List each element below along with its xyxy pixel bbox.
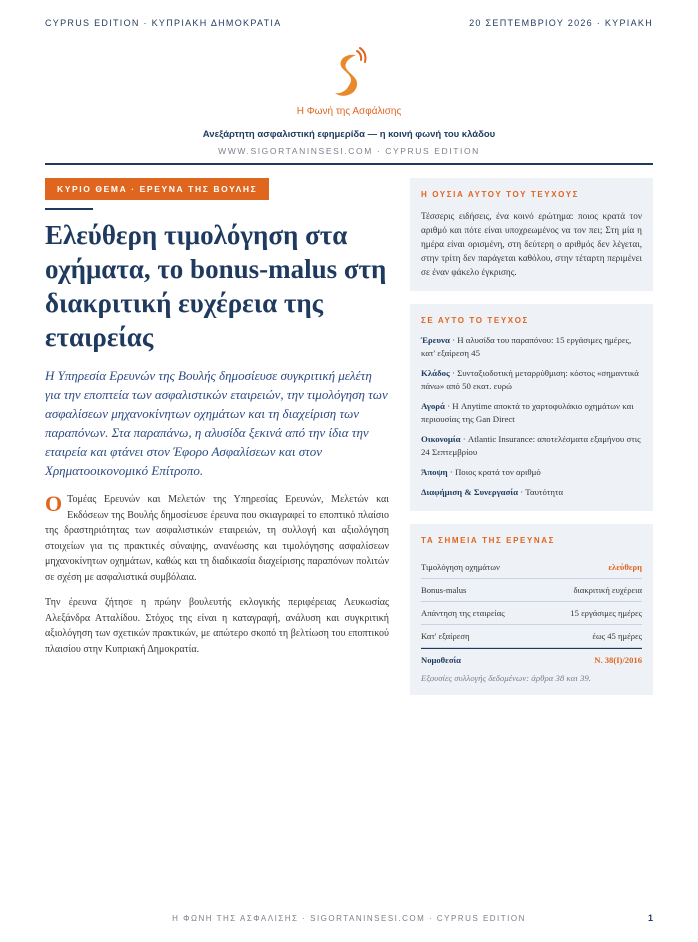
page-footer: Η ΦΩΝΗ ΤΗΣ ΑΣΦΑΛΙΣΗΣ · SIGORTANINSESI.COM · CYPRUS EDITION <box>172 914 526 923</box>
fact-value: 15 εργάσιμες ημέρες <box>570 608 642 618</box>
section-kicker: ΚΥΡΙΟ ΘΕΜΑ · ΕΡΕΥΝΑ ΤΗΣ ΒΟΥΛΗΣ <box>45 178 269 200</box>
contents-item[interactable] <box>421 433 642 459</box>
fact-value: έως 45 ημέρες <box>592 631 642 641</box>
contents-item[interactable] <box>421 367 642 393</box>
fact-row <box>421 579 642 602</box>
issue-date: 20 ΣΕΠΤΕΜΒΡΙΟΥ 2026 · ΚΥΡΙΑΚΗ <box>469 18 653 28</box>
essence-text: Τέσσερις ειδήσεις, ένα κοινό ερώτημα: ποιος κρατά τον αριθμό και πότε είναι υποχρεωμένος να τον πει; Στη μία η ημέρα είναι ορισμένη, στη δεύτερη ο αριθμός δεν λέγεται, στην τρίτη δεν παράγεται καθόλου, στην τέταρτη περιμένει σε έναν φάκελο έγκρισης. <box>421 211 642 277</box>
facts-note: Εξουσίες συλλογής δεδομένων: άρθρα 38 και 39. <box>421 673 591 683</box>
contents-text: · Ποιος κρατά τον αριθμό <box>447 467 541 477</box>
contents-text: · Η Anytime αποκτά το χαρτοφυλάκιο οχημάτων και περιουσίας της Gan Direct <box>421 401 634 424</box>
contents-item[interactable] <box>421 400 642 426</box>
edition-label: CYPRUS EDITION · ΚΥΠΡΙΑΚΗ ΔΗΜΟΚΡΑΤΙΑ <box>45 18 282 28</box>
website-link[interactable]: WWW.SIGORTANINSESI.COM · CYPRUS EDITION <box>218 146 480 156</box>
tagline: Ανεξάρτητη ασφαλιστική εφημερίδα — η κοινή φωνή του κλάδου <box>202 129 496 140</box>
contents-item[interactable] <box>421 486 642 499</box>
sidebar <box>410 178 653 708</box>
fact-label: Τιμολόγηση οχημάτων <box>421 562 500 572</box>
contents-text: · Συνταξιοδοτική μεταρρύθμιση: κόστος «σημαντικά πάνω» από 50 εκατ. ευρώ <box>421 368 639 391</box>
fact-row <box>421 602 642 625</box>
law-label: Νομοθεσία <box>421 655 461 665</box>
page-number: 1 <box>647 913 653 923</box>
article-paragraph <box>45 492 389 585</box>
fact-label: Bonus-malus <box>421 585 467 595</box>
contents-item[interactable] <box>421 466 642 479</box>
contents-section: Κλάδος <box>421 368 450 378</box>
fact-value: διακριτική ευχέρεια <box>573 585 642 595</box>
article-headline: Ελεύθερη τιμολόγηση στα οχήματα, το bonus-malus στη διακριτική ευχέρεια της εταιρείας <box>45 220 387 352</box>
contents-section: Οικονομία <box>421 434 461 444</box>
law-row <box>421 648 642 671</box>
contents-box <box>410 304 653 511</box>
paragraph-text: Τομέας Ερευνών και Μελετών της Υπηρεσίας Ερευνών, Μελετών και Εκδόσεων της Βουλής δημοσίευσε έρευνα που σκιαγραφεί το εποπτικό πλαίσιο της δραστηριότητας των ασφαλιστικών εταιρειών, τη συλλογή και αξιολόγηση στοιχείων για τις πρακτικές σύναψης, ανανέωσης και τιμολόγησης ασφαλίσεων μηχανοκίνητων οχημάτων, καθώς και τη διαδικασία διαχείρισης παραπόνων πολιτών σε σχέση με ασφαλιστικά συμβόλαια. <box>45 494 389 583</box>
drop-cap: Ο <box>45 491 63 516</box>
contents-section: Διαφήμιση & Συνεργασία <box>421 487 519 497</box>
main-article <box>45 178 389 657</box>
law-value: Ν. 38(Ι)/2016 <box>594 655 642 665</box>
contents-section: Αγορά <box>421 401 445 411</box>
contents-list <box>421 334 642 499</box>
masthead-divider <box>45 163 653 165</box>
contents-section: Έρευνα <box>421 335 450 345</box>
fact-label: Απάντηση της εταιρείας <box>421 608 505 618</box>
fact-row <box>421 625 642 648</box>
brand-name: Η Φωνή της Ασφάλισης <box>296 106 402 117</box>
research-facts-box <box>410 524 653 695</box>
contents-text: · Atlantic Insurance: αποτελέσματα εξαμήνου στις 24 Σεπτεμβρίου <box>421 434 641 457</box>
facts-table <box>421 556 642 683</box>
fact-row <box>421 556 642 579</box>
article-paragraph: Την έρευνα ζήτησε η πρώην βουλευτής εκλογικής περιφέρειας Λευκωσίας Αλεξάνδρα Ατταλίδου. Στόχος της είναι η καταγραφή, ανάλυση και συγκριτική αξιολόγηση των σχετικών πρακτικών, με απώτερο σκοπό τη βελτίωση του εποπτικού πλαισίου στην Κυπριακή Δημοκρατία. <box>45 597 389 655</box>
contents-section: Άποψη <box>421 467 448 477</box>
fact-value: ελεύθερη <box>608 562 642 572</box>
box-title: ΤΑ ΣΗΜΕΙΑ ΤΗΣ ΕΡΕΥΝΑΣ <box>421 536 556 545</box>
box-title: Η ΟΥΣΙΑ ΑΥΤΟΥ ΤΟΥ ΤΕΥΧΟΥΣ <box>421 190 580 199</box>
box-title: ΣΕ ΑΥΤΟ ΤΟ ΤΕΥΧΟΣ <box>421 316 529 325</box>
top-bar <box>45 18 653 28</box>
s-broadcast-logo-icon <box>329 46 369 104</box>
masthead <box>0 46 698 156</box>
fact-label: Κατ' εξαίρεση <box>421 631 470 641</box>
contents-item[interactable] <box>421 334 642 360</box>
article-standfirst: Η Υπηρεσία Ερευνών της Βουλής δημοσίευσε συγκριτική μελέτη για την εποπτεία των ασφαλιστικών εταιρειών, την τιμολόγηση των ασφαλίσεων μηχανοκίνητων οχημάτων και τη διαχείριση των παραπόνων. Στα παραπάνω, η αλυσίδα ξεκινά από την ίδια την εταιρεία και φτάνει στον Έφορο Ασφαλίσεων και στον Χρηματοοικονομικό Επίτροπο. <box>45 368 388 478</box>
headline-rule <box>45 208 93 210</box>
issue-essence-box <box>410 178 653 291</box>
contents-text: · Η αλυσίδα του παραπόνου: 15 εργάσιμες ημέρες, κατ' εξαίρεση 45 <box>421 335 632 358</box>
contents-text: · Ταυτότητα <box>518 487 564 497</box>
